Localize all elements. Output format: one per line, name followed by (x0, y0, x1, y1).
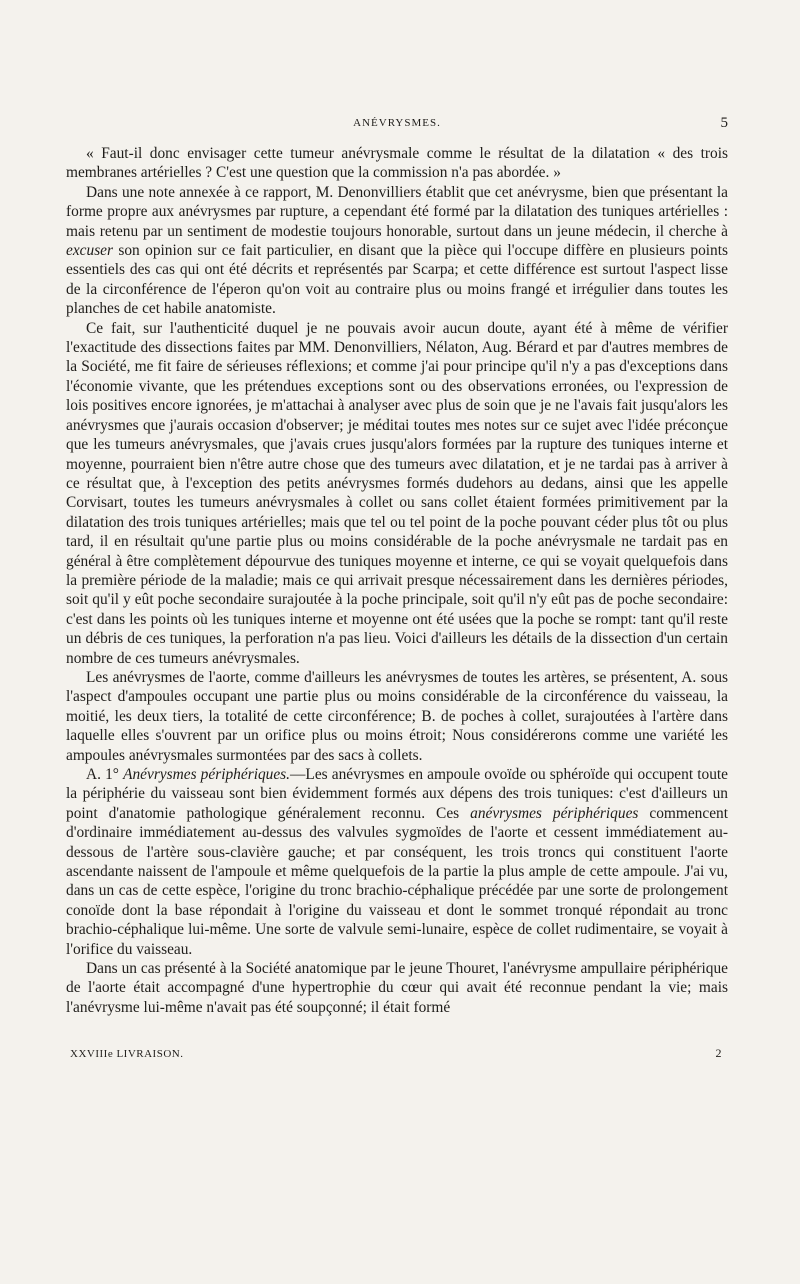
paragraph-text: —Les anévrysmes en ampoule ovoïde ou sphéroïde qui occupent toute la périphérie du vaisseau sont bien évidemment formés aux dépens des trois tuniques: c'est d'ailleurs un point d'anatomie pathologique généralement reconnu. Ces (66, 766, 728, 822)
paragraph-text: son opinion sur ce fait particulier, en disant que la pièce qui l'occupe diffère en plusieurs points essentiels des cas qui ont été décrits et représentés par Scarpa; et cette différence est surtout l'aspect lisse de la circonférence de l'éperon qu'on voit au contraire plus ou moins frangé et irrégulier dans toutes les planches de cet habile anatomiste. (66, 242, 728, 318)
running-title: ANÉVRYSMES. (353, 117, 441, 129)
body-text (66, 144, 728, 1017)
page-number: 5 (720, 115, 728, 131)
signature-mark: 2 (715, 1046, 722, 1060)
livraison-label: XXVIIIe LIVRAISON. (70, 1048, 184, 1060)
page-header (66, 117, 728, 137)
paragraph-peripheral-aneurysms (66, 765, 728, 959)
paragraph-text: commencent d'ordinaire immédiatement au-dessus des valvules sygmoïdes de l'aorte et cessent immédiatement au-dessous de l'artère sous-clavière gauche; et par conséquent, les trois troncs qui constituent l'aorte ascendante naissent de l'ampoule et même quelquefois de la partie la plus ample de cette ampoule. J'ai vu, dans un cas de cette espèce, l'origine du tronc brachio-céphalique précédée par une sorte de prolongement conoïde dont la base répondait à l'origine du vaisseau et dont le sommet tronqué répondait au tronc brachio-céphalique lui-même. Une sorte de valvule semi-lunaire, espèce de collet rudimentaire, se voyait à l'orifice du vaisseau. (66, 804, 728, 958)
paragraph-text: Dans une note annexée à ce rapport, M. Denonvilliers établit que cet anévrysme, bien que présentant la forme propre aux anévrysmes par rupture, a cependant été formé par la dilatation des tuniques artérielles : mais retenu par un sentiment de modestie toujours honorable, surtout dans un jeune médecin, il cherche à (66, 183, 728, 240)
section-label: A. 1° (86, 766, 124, 783)
section-heading: Anévrysmes périphériques. (123, 766, 291, 783)
emphasis-text: excuser (66, 242, 113, 260)
paragraph-quote: « Faut-il donc envisager cette tumeur anévrysmale comme le résultat de la dilatation « des trois membranes artérielles ? C'est une question que la commission n'a pas abordée. » (66, 145, 728, 182)
emphasis-text: anévrysmes périphériques (470, 804, 639, 822)
paragraph-denonvilliers-note (66, 183, 728, 319)
paragraph-aorta-forms: Les anévrysmes de l'aorte, comme d'ailleurs les anévrysmes de toutes les artères, se présentent, A. sous l'aspect d'ampoules occupant une partie plus ou moins considérable de la circonférence du vaisseau, la moitié, les deux tiers, la totalité de cette circonférence; B. de poches à collet, surajoutées à l'artère dans laquelle elles s'ouvrent par un orifice plus ou moins étroit; Nous considérerons comme une variété les ampoules anévrysmales surmontées par des sacs à collets. (66, 668, 728, 764)
paragraph-analysis: Ce fait, sur l'authenticité duquel je ne pouvais avoir aucun doute, ayant été à même de vérifier l'exactitude des dissections faites par MM. Denonvilliers, Nélaton, Aug. Bérard et par d'autres membres de la Société, me fit faire de sérieuses réflexions; et comme j'ai pour principe qu'il n'y a pas d'exceptions dans l'économie vivante, que les prétendues exceptions sont ou des observations erronées, ou l'expression de lois positives encore ignorées, je m'attachai à analyser avec plus de soin que je ne l'avais fait jusqu'alors les anévrysmes que j'aurais occasion d'observer; je méditai toutes mes notes sur ce sujet avec l'idée préconçue que les tumeurs anévrysmales, que j'avais crues jusqu'alors formées par la rupture des tuniques interne et moyenne, pourraient bien n'être autre chose que des tumeurs avec dilatation, et je ne tardai pas à arriver à ce résultat que, à l'exception des petits anévrysmes formés dudehors au dedans, ainsi que les appelle Corvisart, toutes les tumeurs anévrysmales à collet ou sans collet étaient formées primitivement par la dilatation des trois tuniques artérielles; mais que tel ou tel point de la poche pouvant céder plus tôt ou plus tard, il en résultait qu'une partie plus ou moins considérable de la poche anévrysmale ne tardait pas en général à être complètement dépourvue des tuniques moyenne et interne, ce qui se voyait quelquefois dans la première période de la maladie; mais ce qui arrivait presque nécessairement dans les dernières périodes, soit qu'il y eût poche secondaire surajoutée à la poche principale, soit qu'il n'y eût pas de poche secondaire: c'est dans les points où les tuniques interne et moyenne ont été usées que la poche se rompt: tant qu'il reste un débris de ces tuniques, la perforation n'a pas lieu. Voici d'ailleurs les détails de la dissection d'un certain nombre de ces tumeurs anévrysmales. (66, 319, 728, 667)
paragraph-thouret-case: Dans un cas présenté à la Société anatomique par le jeune Thouret, l'anévrysme ampullaire périphérique de l'aorte était accompagné d'une hypertrophie du cœur qui avait été reconnue pendant la vie; mais l'anévrysme lui-même n'avait pas été soupçonné; il était formé (66, 960, 728, 1016)
page-footer (70, 1048, 722, 1060)
